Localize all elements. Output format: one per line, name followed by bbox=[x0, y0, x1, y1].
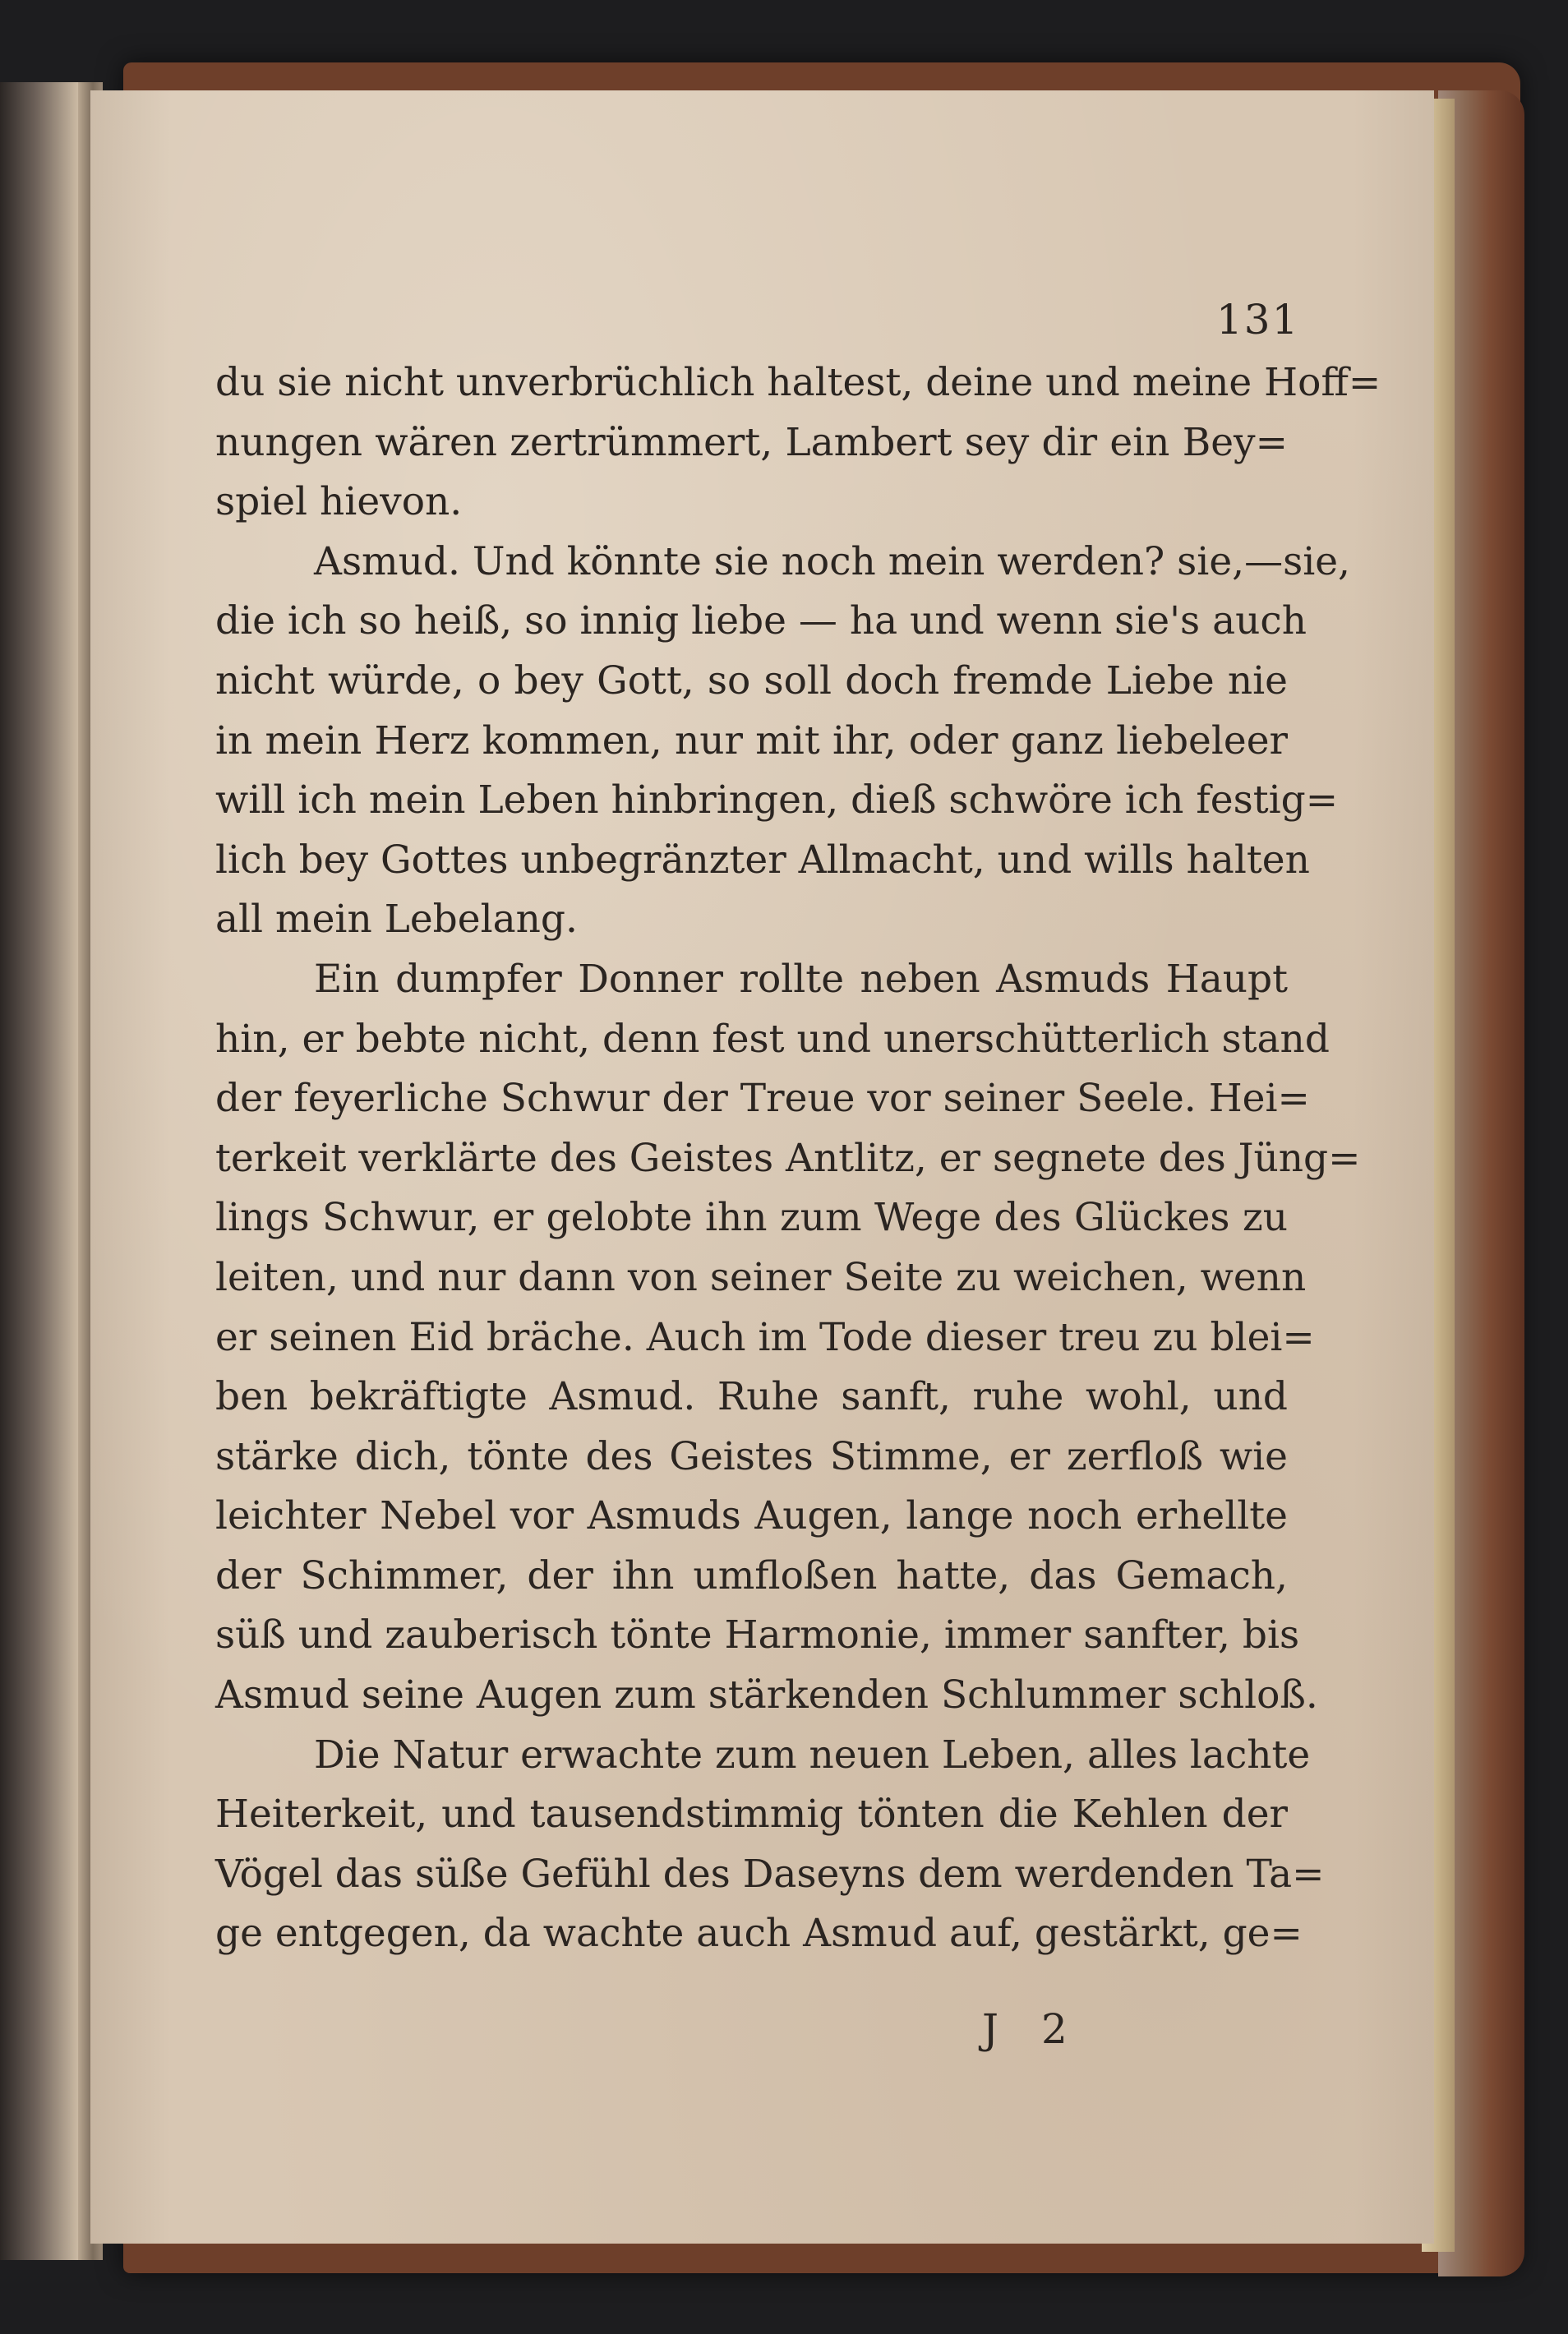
previous-page-edge bbox=[0, 82, 90, 2260]
text-line: terkeit verklärte des Geistes Antlitz, er segnete des Jüng= bbox=[215, 1135, 1361, 1181]
text-line: nicht würde, o bey Gott, so soll doch fremde Liebe nie bbox=[215, 657, 1288, 703]
text-line: süß und zauberisch tönte Harmonie, immer sanfter, bis bbox=[215, 1612, 1300, 1658]
page-number: 131 bbox=[1216, 296, 1300, 344]
text-line: leiten, und nur dann von seiner Seite zu weichen, wenn bbox=[215, 1254, 1307, 1300]
text-line: nungen wären zertrümmert, Lambert sey dir ein Bey= bbox=[215, 419, 1288, 465]
text-line: Die Natur erwachte zum neuen Leben, alles lachte bbox=[314, 1732, 1311, 1778]
text-line: ben bekräftigte Asmud. Ruhe sanft, ruhe wohl, und bbox=[215, 1374, 1288, 1420]
text-line: stärke dich, tönte des Geistes Stimme, er zerfloß wie bbox=[215, 1433, 1288, 1479]
signature-mark: J 2 bbox=[982, 2005, 1082, 2053]
text-line: hin, er bebte nicht, denn fest und unerschütterlich stand bbox=[215, 1016, 1330, 1062]
text-line: all mein Lebelang. bbox=[215, 897, 578, 943]
text-line: Asmud. Und könnte sie noch mein werden? sie,—sie, bbox=[314, 538, 1350, 584]
text-line: der Schimmer, der ihn umfloßen hatte, das Gemach, bbox=[215, 1552, 1288, 1598]
text-line: lings Schwur, er gelobte ihn zum Wege des Glückes zu bbox=[215, 1195, 1288, 1241]
text-line: in mein Herz kommen, nur mit ihr, oder ganz liebeleer bbox=[215, 717, 1288, 763]
text-line: der feyerliche Schwur der Treue vor seiner Seele. Hei= bbox=[215, 1076, 1310, 1122]
text-line: Ein dumpfer Donner rollte neben Asmuds Haupt bbox=[314, 956, 1288, 1002]
text-line: die ich so heiß, so innig liebe — ha und wenn sie's auch bbox=[215, 598, 1307, 644]
text-line: lich bey Gottes unbegränzter Allmacht, und wills halten bbox=[215, 837, 1310, 883]
text-line: er seinen Eid bräche. Auch im Tode dieser treu zu blei= bbox=[215, 1314, 1315, 1360]
text-line: ge entgegen, da wachte auch Asmud auf, gestärkt, ge= bbox=[215, 1911, 1303, 1957]
text-line: Vögel das süße Gefühl des Daseyns dem werdenden Ta= bbox=[215, 1851, 1325, 1897]
text-line: du sie nicht unverbrüchlich haltest, deine und meine Hoff= bbox=[215, 360, 1381, 405]
text-line: will ich mein Leben hinbringen, dieß schwöre ich festig= bbox=[215, 777, 1339, 823]
text-line: Heiterkeit, und tausendstimmig tönten die Kehlen der bbox=[215, 1792, 1288, 1838]
text-line: Asmud seine Augen zum stärkenden Schlummer schloß. bbox=[215, 1672, 1318, 1718]
text-line: spiel hievon. bbox=[215, 479, 463, 525]
body-text bbox=[215, 353, 1381, 1964]
text-line: leichter Nebel vor Asmuds Augen, lange noch erhellte bbox=[215, 1493, 1288, 1539]
